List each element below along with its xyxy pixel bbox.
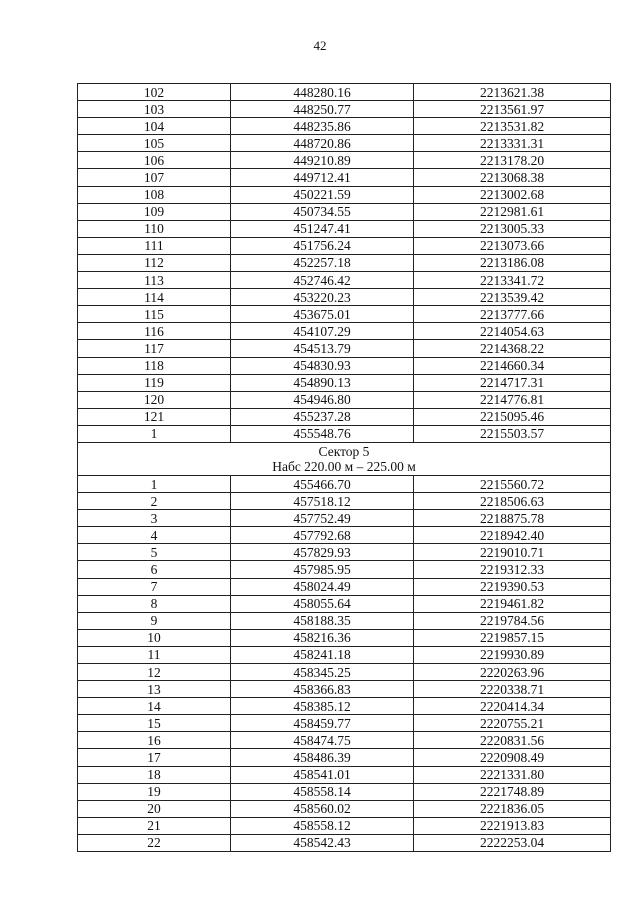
y-coordinate-cell: 2213002.68	[414, 186, 611, 203]
x-coordinate-cell: 458486.39	[231, 749, 414, 766]
point-number-cell: 1	[78, 425, 231, 442]
table-row	[78, 783, 611, 800]
table-row	[78, 629, 611, 646]
x-coordinate-cell: 458474.75	[231, 732, 414, 749]
table-row	[78, 612, 611, 629]
y-coordinate-cell: 2219010.71	[414, 544, 611, 561]
y-coordinate-cell: 2220908.49	[414, 749, 611, 766]
table-row	[78, 578, 611, 595]
point-number-cell: 19	[78, 783, 231, 800]
point-number-cell: 13	[78, 681, 231, 698]
y-coordinate-cell: 2221836.05	[414, 800, 611, 817]
y-coordinate-cell: 2213178.20	[414, 152, 611, 169]
y-coordinate-cell: 2219784.56	[414, 612, 611, 629]
table-row	[78, 203, 611, 220]
y-coordinate-cell: 2214054.63	[414, 323, 611, 340]
x-coordinate-cell: 453675.01	[231, 306, 414, 323]
x-coordinate-cell: 457752.49	[231, 510, 414, 527]
x-coordinate-cell: 458385.12	[231, 698, 414, 715]
y-coordinate-cell: 2220755.21	[414, 715, 611, 732]
table-row	[78, 306, 611, 323]
point-number-cell: 117	[78, 340, 231, 357]
point-number-cell: 104	[78, 118, 231, 135]
x-coordinate-cell: 448250.77	[231, 101, 414, 118]
y-coordinate-cell: 2218875.78	[414, 510, 611, 527]
point-number-cell: 22	[78, 834, 231, 851]
table-part-1	[78, 84, 611, 443]
table-row	[78, 715, 611, 732]
table-row	[78, 357, 611, 374]
x-coordinate-cell: 451247.41	[231, 220, 414, 237]
x-coordinate-cell: 457518.12	[231, 493, 414, 510]
table-row	[78, 323, 611, 340]
point-number-cell: 118	[78, 357, 231, 374]
x-coordinate-cell: 454946.80	[231, 391, 414, 408]
point-number-cell: 108	[78, 186, 231, 203]
y-coordinate-cell: 2213331.31	[414, 135, 611, 152]
y-coordinate-cell: 2213531.82	[414, 118, 611, 135]
x-coordinate-cell: 458541.01	[231, 766, 414, 783]
y-coordinate-cell: 2213186.08	[414, 254, 611, 271]
x-coordinate-cell: 455237.28	[231, 408, 414, 425]
x-coordinate-cell: 450221.59	[231, 186, 414, 203]
point-number-cell: 16	[78, 732, 231, 749]
point-number-cell: 9	[78, 612, 231, 629]
table-row	[78, 834, 611, 851]
table-row	[78, 425, 611, 442]
section-subtitle: Набс 220.00 м – 225.00 м	[272, 458, 416, 474]
section-header-row	[78, 442, 611, 475]
x-coordinate-cell: 454830.93	[231, 357, 414, 374]
x-coordinate-cell: 458055.64	[231, 595, 414, 612]
x-coordinate-cell: 458366.83	[231, 681, 414, 698]
y-coordinate-cell: 2213073.66	[414, 237, 611, 254]
x-coordinate-cell: 458241.18	[231, 646, 414, 663]
table-row	[78, 561, 611, 578]
point-number-cell: 119	[78, 374, 231, 391]
table-row	[78, 408, 611, 425]
point-number-cell: 109	[78, 203, 231, 220]
x-coordinate-cell: 458560.02	[231, 800, 414, 817]
point-number-cell: 112	[78, 254, 231, 271]
y-coordinate-cell: 2219312.33	[414, 561, 611, 578]
coordinates-table	[77, 83, 611, 852]
table-row	[78, 186, 611, 203]
point-number-cell: 113	[78, 272, 231, 289]
table-row	[78, 118, 611, 135]
y-coordinate-cell: 2214368.22	[414, 340, 611, 357]
x-coordinate-cell: 458459.77	[231, 715, 414, 732]
table-row	[78, 732, 611, 749]
table-row	[78, 84, 611, 101]
y-coordinate-cell: 2219930.89	[414, 646, 611, 663]
point-number-cell: 111	[78, 237, 231, 254]
point-number-cell: 20	[78, 800, 231, 817]
x-coordinate-cell: 455466.70	[231, 475, 414, 492]
x-coordinate-cell: 452746.42	[231, 272, 414, 289]
y-coordinate-cell: 2218942.40	[414, 527, 611, 544]
point-number-cell: 4	[78, 527, 231, 544]
point-number-cell: 120	[78, 391, 231, 408]
point-number-cell: 114	[78, 289, 231, 306]
point-number-cell: 105	[78, 135, 231, 152]
table-row	[78, 272, 611, 289]
table-part-2	[78, 475, 611, 851]
x-coordinate-cell: 450734.55	[231, 203, 414, 220]
x-coordinate-cell: 458542.43	[231, 834, 414, 851]
point-number-cell: 110	[78, 220, 231, 237]
y-coordinate-cell: 2215503.57	[414, 425, 611, 442]
table-row	[78, 169, 611, 186]
point-number-cell: 3	[78, 510, 231, 527]
point-number-cell: 15	[78, 715, 231, 732]
table-row	[78, 135, 611, 152]
y-coordinate-cell: 2221331.80	[414, 766, 611, 783]
point-number-cell: 21	[78, 817, 231, 834]
x-coordinate-cell: 458558.14	[231, 783, 414, 800]
y-coordinate-cell: 2213005.33	[414, 220, 611, 237]
point-number-cell: 121	[78, 408, 231, 425]
y-coordinate-cell: 2222253.04	[414, 834, 611, 851]
x-coordinate-cell: 453220.23	[231, 289, 414, 306]
y-coordinate-cell: 2218506.63	[414, 493, 611, 510]
table-row	[78, 254, 611, 271]
x-coordinate-cell: 448720.86	[231, 135, 414, 152]
point-number-cell: 2	[78, 493, 231, 510]
y-coordinate-cell: 2220414.34	[414, 698, 611, 715]
x-coordinate-cell: 454513.79	[231, 340, 414, 357]
point-number-cell: 102	[78, 84, 231, 101]
x-coordinate-cell: 455548.76	[231, 425, 414, 442]
x-coordinate-cell: 457829.93	[231, 544, 414, 561]
table-row	[78, 544, 611, 561]
table-row	[78, 800, 611, 817]
point-number-cell: 1	[78, 475, 231, 492]
x-coordinate-cell: 458345.25	[231, 664, 414, 681]
table-row	[78, 289, 611, 306]
page-number: 42	[313, 38, 327, 53]
table-row	[78, 510, 611, 527]
point-number-cell: 8	[78, 595, 231, 612]
point-number-cell: 115	[78, 306, 231, 323]
x-coordinate-cell: 448280.16	[231, 84, 414, 101]
section-header-group	[78, 442, 611, 475]
x-coordinate-cell: 452257.18	[231, 254, 414, 271]
y-coordinate-cell: 2214776.81	[414, 391, 611, 408]
point-number-cell: 116	[78, 323, 231, 340]
table-row	[78, 101, 611, 118]
x-coordinate-cell: 458188.35	[231, 612, 414, 629]
table-row	[78, 664, 611, 681]
table-row	[78, 340, 611, 357]
table-row	[78, 749, 611, 766]
point-number-cell: 14	[78, 698, 231, 715]
point-number-cell: 10	[78, 629, 231, 646]
table-row	[78, 475, 611, 492]
point-number-cell: 6	[78, 561, 231, 578]
x-coordinate-cell: 449210.89	[231, 152, 414, 169]
point-number-cell: 18	[78, 766, 231, 783]
y-coordinate-cell: 2212981.61	[414, 203, 611, 220]
table-row	[78, 646, 611, 663]
y-coordinate-cell: 2219857.15	[414, 629, 611, 646]
table-row	[78, 527, 611, 544]
x-coordinate-cell: 457985.95	[231, 561, 414, 578]
point-number-cell: 106	[78, 152, 231, 169]
table-row	[78, 237, 611, 254]
table-row	[78, 374, 611, 391]
x-coordinate-cell: 454107.29	[231, 323, 414, 340]
y-coordinate-cell: 2215095.46	[414, 408, 611, 425]
y-coordinate-cell: 2213341.72	[414, 272, 611, 289]
y-coordinate-cell: 2215560.72	[414, 475, 611, 492]
section-header-cell	[78, 442, 611, 475]
y-coordinate-cell: 2220263.96	[414, 664, 611, 681]
point-number-cell: 12	[78, 664, 231, 681]
table-row	[78, 493, 611, 510]
point-number-cell: 103	[78, 101, 231, 118]
x-coordinate-cell: 454890.13	[231, 374, 414, 391]
table-row	[78, 152, 611, 169]
x-coordinate-cell: 448235.86	[231, 118, 414, 135]
point-number-cell: 107	[78, 169, 231, 186]
y-coordinate-cell: 2213539.42	[414, 289, 611, 306]
y-coordinate-cell: 2213068.38	[414, 169, 611, 186]
x-coordinate-cell: 458558.12	[231, 817, 414, 834]
y-coordinate-cell: 2220831.56	[414, 732, 611, 749]
x-coordinate-cell: 458216.36	[231, 629, 414, 646]
point-number-cell: 5	[78, 544, 231, 561]
y-coordinate-cell: 2219390.53	[414, 578, 611, 595]
y-coordinate-cell: 2221748.89	[414, 783, 611, 800]
y-coordinate-cell: 2213561.97	[414, 101, 611, 118]
table-row	[78, 220, 611, 237]
x-coordinate-cell: 449712.41	[231, 169, 414, 186]
point-number-cell: 7	[78, 578, 231, 595]
y-coordinate-cell: 2214660.34	[414, 357, 611, 374]
table-row	[78, 595, 611, 612]
section-title: Сектор 5	[318, 443, 370, 459]
x-coordinate-cell: 451756.24	[231, 237, 414, 254]
table-row	[78, 817, 611, 834]
x-coordinate-cell: 457792.68	[231, 527, 414, 544]
table-row	[78, 681, 611, 698]
y-coordinate-cell: 2213621.38	[414, 84, 611, 101]
x-coordinate-cell: 458024.49	[231, 578, 414, 595]
y-coordinate-cell: 2213777.66	[414, 306, 611, 323]
table-row	[78, 698, 611, 715]
point-number-cell: 17	[78, 749, 231, 766]
table-row	[78, 766, 611, 783]
y-coordinate-cell: 2221913.83	[414, 817, 611, 834]
y-coordinate-cell: 2214717.31	[414, 374, 611, 391]
table-row	[78, 391, 611, 408]
y-coordinate-cell: 2220338.71	[414, 681, 611, 698]
y-coordinate-cell: 2219461.82	[414, 595, 611, 612]
point-number-cell: 11	[78, 646, 231, 663]
